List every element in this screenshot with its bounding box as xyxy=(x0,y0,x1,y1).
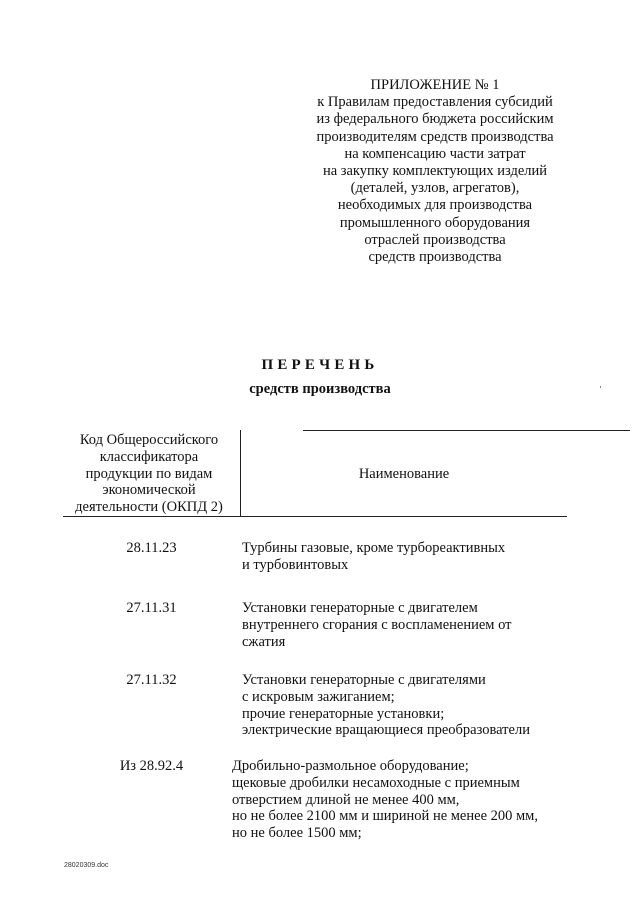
row-name-line: но не более 2100 мм и шириной не менее 200 мм, xyxy=(232,808,538,825)
appendix-line: промышленного оборудования xyxy=(339,214,531,231)
header-bottom-rule xyxy=(63,516,567,517)
row-name-line: Дробильно-размольное оборудование; xyxy=(232,758,469,774)
header-code-line: Код Общероссийского xyxy=(79,432,219,448)
row-name-line: щековые дробилки несамоходные с приемным xyxy=(232,774,520,791)
appendix-line: производителям средств производства xyxy=(316,128,554,145)
appendix-line: средств производства xyxy=(368,249,502,266)
row-name xyxy=(232,758,562,842)
appendix-line: на закупку комплектующих изделий xyxy=(322,163,548,180)
appendix-line: на компенсацию части затрат xyxy=(344,145,526,162)
document-title: ПЕРЕЧЕНЬ xyxy=(261,357,379,373)
appendix-line: отраслей производства xyxy=(364,231,506,248)
table-body xyxy=(0,540,640,858)
row-name-line: отверстием длиной не менее 400 мм, xyxy=(232,791,460,808)
row-name-line: Установки генераторные с двигателями xyxy=(242,672,486,688)
file-name-footer: 28020309.doc xyxy=(64,862,109,869)
row-name xyxy=(242,672,572,739)
header-code-line: экономической xyxy=(102,482,196,499)
appendix-line: из федерального бюджета российским xyxy=(316,111,554,128)
row-name-line: прочие генераторные установки; xyxy=(242,705,445,722)
header-code-line: классификатора xyxy=(99,448,199,465)
header-name-column: Наименование xyxy=(358,466,450,482)
table-row xyxy=(0,758,640,858)
appendix-block xyxy=(296,77,574,266)
row-name-line: внутреннего сгорания с воспламенением от xyxy=(242,616,512,633)
row-name-line: но не более 1500 мм; xyxy=(232,825,362,842)
scan-speck xyxy=(600,386,601,388)
table-row xyxy=(0,540,640,600)
document-subtitle: средств производства xyxy=(249,381,391,397)
row-name-line: сжатия xyxy=(242,633,286,650)
row-name-line: и турбовинтовых xyxy=(242,556,349,573)
table-row xyxy=(0,600,640,672)
row-name xyxy=(242,600,572,650)
row-name-line: с искровым зажиганием; xyxy=(242,688,395,705)
row-code: 28.11.23 xyxy=(126,540,177,556)
header-code-line: продукции по видам xyxy=(85,465,213,482)
header-code-line: деятельности (ОКПД 2) xyxy=(75,499,223,516)
row-name-line: электрические вращающиеся преобразователи xyxy=(242,722,530,739)
row-code: Из 28.92.4 xyxy=(119,758,184,774)
row-name xyxy=(242,540,572,574)
row-code: 27.11.32 xyxy=(126,672,177,688)
header-code-column xyxy=(63,432,235,516)
appendix-line: к Правилам предоставления субсидий xyxy=(317,94,553,111)
row-name-line: Турбины газовые, кроме турбореактивных xyxy=(242,540,506,556)
appendix-line: необходимых для производства xyxy=(337,197,533,214)
row-code: 27.11.31 xyxy=(126,600,177,616)
row-name-line: Установки генераторные с двигателем xyxy=(242,600,478,616)
table-header xyxy=(63,430,567,516)
header-top-rule xyxy=(303,430,630,431)
appendix-line: (деталей, узлов, агрегатов), xyxy=(350,180,520,197)
table-row xyxy=(0,672,640,758)
appendix-heading: ПРИЛОЖЕНИЕ № 1 xyxy=(370,77,500,93)
